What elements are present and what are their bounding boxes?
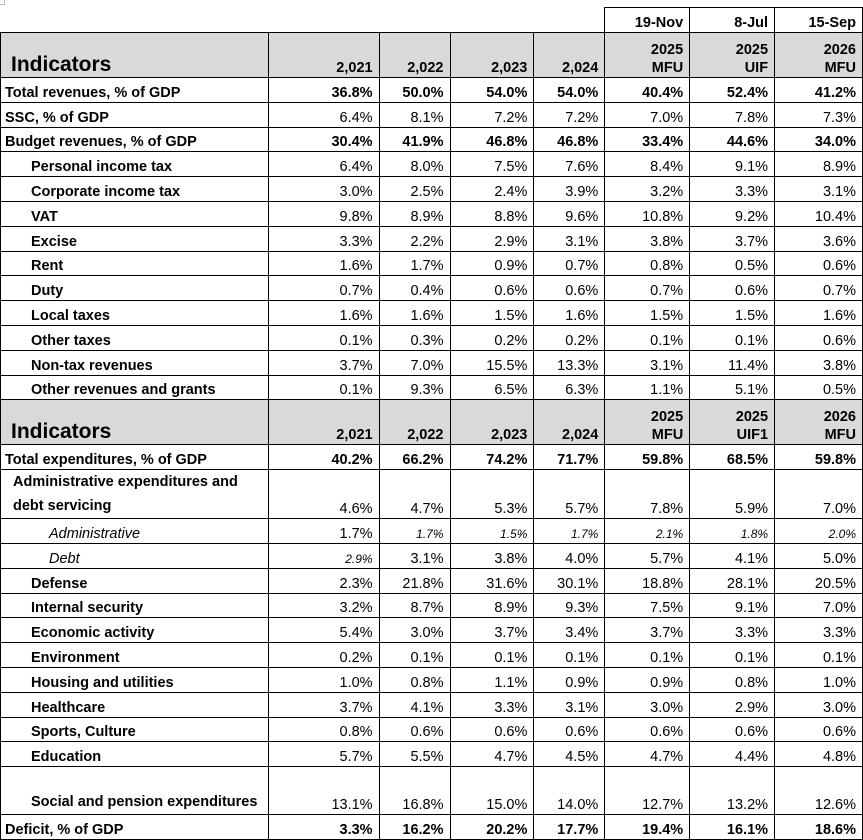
value-cell: 2.2%	[379, 226, 450, 251]
table-row	[1, 717, 863, 742]
table-row	[1, 815, 863, 840]
value-cell: 12.6%	[775, 767, 863, 815]
value-cell: 8.9%	[450, 593, 534, 618]
row-label: Total revenues, % of GDP	[1, 78, 269, 103]
value-cell: 3.6%	[775, 226, 863, 251]
table-row	[1, 643, 863, 668]
value-cell: 0.1%	[605, 643, 690, 668]
value-cell: 1.5%	[690, 301, 775, 326]
value-cell: 16.2%	[379, 815, 450, 840]
value-cell: 20.2%	[450, 815, 534, 840]
row-label: Local taxes	[1, 301, 269, 326]
row-label: Housing and utilities	[1, 667, 269, 692]
value-cell: 3.8%	[450, 543, 534, 568]
value-cell: 30.1%	[534, 568, 605, 593]
row-label: Deficit, % of GDP	[1, 815, 269, 840]
value-cell: 3.2%	[268, 593, 379, 618]
value-cell: 3.7%	[268, 692, 379, 717]
value-cell: 0.6%	[534, 276, 605, 301]
value-cell: 0.6%	[690, 276, 775, 301]
value-cell: 4.7%	[450, 742, 534, 767]
value-cell: 0.6%	[775, 325, 863, 350]
value-cell: 0.1%	[605, 325, 690, 350]
date-header: 8-Jul	[690, 8, 775, 33]
value-cell: 1.8%	[690, 519, 775, 544]
value-cell: 9.8%	[268, 201, 379, 226]
row-label: Administrative	[1, 519, 269, 544]
value-cell: 0.8%	[690, 667, 775, 692]
empty-cell	[534, 8, 605, 33]
cell-corner-marker	[0, 0, 5, 5]
value-cell: 2.0%	[775, 519, 863, 544]
value-cell: 11.4%	[690, 350, 775, 375]
value-cell: 2.9%	[450, 226, 534, 251]
column-header-line2: UIF1	[736, 427, 769, 444]
value-cell: 1.7%	[268, 519, 379, 544]
row-label: Education	[1, 742, 269, 767]
table-row	[1, 568, 863, 593]
value-cell: 0.1%	[379, 643, 450, 668]
value-cell: 9.1%	[690, 593, 775, 618]
value-cell: 4.6%	[268, 470, 379, 519]
value-cell: 12.7%	[605, 767, 690, 815]
value-cell: 13.2%	[690, 767, 775, 815]
table-row	[1, 667, 863, 692]
value-cell: 3.0%	[605, 692, 690, 717]
table-row	[1, 127, 863, 152]
value-cell: 4.1%	[379, 692, 450, 717]
value-cell: 7.8%	[690, 102, 775, 127]
value-cell: 1.6%	[268, 301, 379, 326]
value-cell: 8.4%	[605, 152, 690, 177]
value-cell: 15.0%	[450, 767, 534, 815]
value-cell: 9.3%	[379, 375, 450, 400]
value-cell: 7.0%	[605, 102, 690, 127]
value-cell: 28.1%	[690, 568, 775, 593]
table-row	[1, 251, 863, 276]
column-header	[379, 33, 450, 78]
column-header	[450, 400, 534, 445]
value-cell: 1.0%	[775, 667, 863, 692]
empty-cell	[1, 8, 269, 33]
value-cell: 3.2%	[605, 177, 690, 202]
date-header: 19-Nov	[605, 8, 690, 33]
value-cell: 18.6%	[775, 815, 863, 840]
value-cell: 17.7%	[534, 815, 605, 840]
value-cell: 31.6%	[450, 568, 534, 593]
value-cell: 3.8%	[775, 350, 863, 375]
column-header	[605, 33, 690, 78]
value-cell: 15.5%	[450, 350, 534, 375]
value-cell: 7.2%	[450, 102, 534, 127]
value-cell: 54.0%	[534, 78, 605, 103]
value-cell: 4.7%	[379, 470, 450, 519]
value-cell: 0.9%	[450, 251, 534, 276]
expenditure-header-row	[1, 400, 863, 445]
value-cell: 20.5%	[775, 568, 863, 593]
column-header-line2: 2,024	[562, 60, 599, 76]
value-cell: 0.9%	[534, 667, 605, 692]
column-header-line2: 2,021	[336, 60, 373, 76]
date-row	[1, 8, 863, 33]
table-row	[1, 226, 863, 251]
value-cell: 0.6%	[450, 717, 534, 742]
row-label: Personal income tax	[1, 152, 269, 177]
row-label: Defense	[1, 568, 269, 593]
column-header-line2: 2,022	[407, 427, 444, 444]
value-cell: 0.1%	[450, 643, 534, 668]
table-row	[1, 301, 863, 326]
value-cell: 14.0%	[534, 767, 605, 815]
row-label: Internal security	[1, 593, 269, 618]
value-cell: 40.4%	[605, 78, 690, 103]
row-label: Corporate income tax	[1, 177, 269, 202]
section-title: Indicators	[1, 400, 269, 445]
value-cell: 33.4%	[605, 127, 690, 152]
column-header	[690, 400, 775, 445]
value-cell: 10.8%	[605, 201, 690, 226]
value-cell: 8.7%	[379, 593, 450, 618]
row-label: SSC, % of GDP	[1, 102, 269, 127]
column-header-line2: UIF	[744, 60, 769, 76]
value-cell: 16.1%	[690, 815, 775, 840]
value-cell: 3.7%	[450, 618, 534, 643]
column-header-line1: 2025	[735, 42, 769, 58]
value-cell: 71.7%	[534, 445, 605, 470]
row-label: Economic activity	[1, 618, 269, 643]
value-cell: 7.0%	[775, 470, 863, 519]
empty-cell	[379, 8, 450, 33]
value-cell: 52.4%	[690, 78, 775, 103]
value-cell: 8.9%	[775, 152, 863, 177]
column-header-line2: MFU	[651, 427, 684, 444]
value-cell: 0.6%	[690, 717, 775, 742]
value-cell: 0.6%	[379, 717, 450, 742]
value-cell: 3.3%	[450, 692, 534, 717]
table-row	[1, 102, 863, 127]
value-cell: 1.6%	[775, 301, 863, 326]
value-cell: 30.4%	[268, 127, 379, 152]
value-cell: 0.7%	[775, 276, 863, 301]
value-cell: 3.1%	[534, 692, 605, 717]
value-cell: 0.5%	[690, 251, 775, 276]
value-cell: 5.9%	[690, 470, 775, 519]
date-header: 15-Sep	[775, 8, 863, 33]
value-cell: 2.9%	[268, 543, 379, 568]
value-cell: 1.6%	[534, 301, 605, 326]
row-label: Environment	[1, 643, 269, 668]
value-cell: 3.4%	[534, 618, 605, 643]
value-cell: 13.1%	[268, 767, 379, 815]
row-label: Non-tax revenues	[1, 350, 269, 375]
column-header	[450, 33, 534, 78]
value-cell: 0.1%	[775, 643, 863, 668]
value-cell: 9.2%	[690, 201, 775, 226]
row-label: Administrative expenditures and debt servicing	[1, 470, 269, 519]
value-cell: 4.8%	[775, 742, 863, 767]
value-cell: 5.5%	[379, 742, 450, 767]
value-cell: 6.3%	[534, 375, 605, 400]
row-label: Social and pension expenditures	[1, 767, 269, 815]
value-cell: 1.5%	[450, 301, 534, 326]
value-cell: 59.8%	[605, 445, 690, 470]
value-cell: 0.7%	[534, 251, 605, 276]
value-cell: 10.4%	[775, 201, 863, 226]
column-header-line1: 2025	[650, 42, 684, 58]
value-cell: 1.1%	[450, 667, 534, 692]
value-cell: 6.4%	[268, 102, 379, 127]
row-label: Other revenues and grants	[1, 375, 269, 400]
value-cell: 2.1%	[605, 519, 690, 544]
row-label: Budget revenues, % of GDP	[1, 127, 269, 152]
value-cell: 0.1%	[690, 643, 775, 668]
row-label: Sports, Culture	[1, 717, 269, 742]
value-cell: 1.6%	[379, 301, 450, 326]
value-cell: 2.9%	[690, 692, 775, 717]
value-cell: 0.4%	[379, 276, 450, 301]
value-cell: 0.7%	[605, 276, 690, 301]
table-row	[1, 325, 863, 350]
row-label: Rent	[1, 251, 269, 276]
value-cell: 0.2%	[534, 325, 605, 350]
value-cell: 66.2%	[379, 445, 450, 470]
table-row	[1, 742, 863, 767]
table-row	[1, 177, 863, 202]
row-label: Other taxes	[1, 325, 269, 350]
value-cell: 6.5%	[450, 375, 534, 400]
table-row	[1, 767, 863, 815]
row-label: VAT	[1, 201, 269, 226]
value-cell: 3.3%	[268, 226, 379, 251]
table-row	[1, 593, 863, 618]
column-header-line2: MFU	[824, 427, 856, 444]
row-label: Total expenditures, % of GDP	[1, 445, 269, 470]
table-row	[1, 375, 863, 400]
value-cell: 0.7%	[268, 276, 379, 301]
value-cell: 1.6%	[268, 251, 379, 276]
value-cell: 7.2%	[534, 102, 605, 127]
value-cell: 0.2%	[450, 325, 534, 350]
revenue-header-row	[1, 33, 863, 78]
column-header	[534, 400, 605, 445]
column-header	[268, 33, 379, 78]
value-cell: 7.5%	[450, 152, 534, 177]
row-label: Excise	[1, 226, 269, 251]
value-cell: 0.1%	[268, 325, 379, 350]
value-cell: 5.3%	[450, 470, 534, 519]
value-cell: 1.7%	[534, 519, 605, 544]
value-cell: 7.3%	[775, 102, 863, 127]
value-cell: 3.3%	[268, 815, 379, 840]
column-header-line2: 2,023	[491, 427, 528, 444]
column-header-line2: 2,022	[407, 60, 444, 76]
value-cell: 54.0%	[450, 78, 534, 103]
value-cell: 1.5%	[605, 301, 690, 326]
table-row	[1, 445, 863, 470]
value-cell: 46.8%	[450, 127, 534, 152]
value-cell: 41.9%	[379, 127, 450, 152]
value-cell: 21.8%	[379, 568, 450, 593]
column-header	[605, 400, 690, 445]
value-cell: 46.8%	[534, 127, 605, 152]
value-cell: 8.8%	[450, 201, 534, 226]
column-header	[379, 400, 450, 445]
value-cell: 44.6%	[690, 127, 775, 152]
value-cell: 3.3%	[690, 618, 775, 643]
value-cell: 9.6%	[534, 201, 605, 226]
value-cell: 3.0%	[775, 692, 863, 717]
column-header-line2: 2,024	[562, 427, 599, 444]
value-cell: 74.2%	[450, 445, 534, 470]
value-cell: 2.4%	[450, 177, 534, 202]
table-row	[1, 78, 863, 103]
value-cell: 5.0%	[775, 543, 863, 568]
table-row	[1, 201, 863, 226]
value-cell: 1.0%	[268, 667, 379, 692]
value-cell: 5.7%	[268, 742, 379, 767]
value-cell: 0.2%	[268, 643, 379, 668]
value-cell: 3.3%	[690, 177, 775, 202]
table-row	[1, 470, 863, 519]
value-cell: 1.1%	[605, 375, 690, 400]
value-cell: 0.6%	[775, 717, 863, 742]
value-cell: 16.8%	[379, 767, 450, 815]
value-cell: 3.0%	[268, 177, 379, 202]
row-label: Duty	[1, 276, 269, 301]
value-cell: 7.0%	[775, 593, 863, 618]
empty-cell	[450, 8, 534, 33]
table-row	[1, 350, 863, 375]
value-cell: 5.7%	[605, 543, 690, 568]
column-header-line1: 2025	[650, 409, 684, 426]
table-row	[1, 692, 863, 717]
value-cell: 3.0%	[379, 618, 450, 643]
column-header	[534, 33, 605, 78]
value-cell: 13.3%	[534, 350, 605, 375]
value-cell: 2.5%	[379, 177, 450, 202]
value-cell: 41.2%	[775, 78, 863, 103]
value-cell: 34.0%	[775, 127, 863, 152]
row-label: Debt	[1, 543, 269, 568]
value-cell: 50.0%	[379, 78, 450, 103]
value-cell: 3.1%	[775, 177, 863, 202]
value-cell: 6.4%	[268, 152, 379, 177]
value-cell: 5.4%	[268, 618, 379, 643]
value-cell: 0.9%	[605, 667, 690, 692]
value-cell: 5.1%	[690, 375, 775, 400]
table-row	[1, 543, 863, 568]
value-cell: 18.8%	[605, 568, 690, 593]
value-cell: 0.1%	[534, 643, 605, 668]
empty-cell	[268, 8, 379, 33]
value-cell: 9.3%	[534, 593, 605, 618]
value-cell: 8.9%	[379, 201, 450, 226]
value-cell: 68.5%	[690, 445, 775, 470]
table-row	[1, 618, 863, 643]
value-cell: 0.6%	[534, 717, 605, 742]
row-label: Healthcare	[1, 692, 269, 717]
column-header-line1: 2025	[735, 409, 769, 426]
column-header	[690, 33, 775, 78]
value-cell: 4.1%	[690, 543, 775, 568]
value-cell: 7.5%	[605, 593, 690, 618]
column-header	[775, 400, 863, 445]
column-header-line2: MFU	[651, 60, 684, 76]
column-header-line1: 2026	[823, 409, 856, 426]
value-cell: 0.6%	[775, 251, 863, 276]
value-cell: 3.1%	[534, 226, 605, 251]
table-row	[1, 519, 863, 544]
value-cell: 4.4%	[690, 742, 775, 767]
column-header-line2: 2,023	[491, 60, 528, 76]
value-cell: 3.8%	[605, 226, 690, 251]
value-cell: 4.7%	[605, 742, 690, 767]
value-cell: 3.7%	[605, 618, 690, 643]
value-cell: 0.1%	[268, 375, 379, 400]
value-cell: 9.1%	[690, 152, 775, 177]
value-cell: 0.6%	[450, 276, 534, 301]
value-cell: 3.1%	[605, 350, 690, 375]
value-cell: 3.7%	[690, 226, 775, 251]
value-cell: 2.3%	[268, 568, 379, 593]
value-cell: 59.8%	[775, 445, 863, 470]
value-cell: 36.8%	[268, 78, 379, 103]
value-cell: 8.0%	[379, 152, 450, 177]
value-cell: 3.9%	[534, 177, 605, 202]
value-cell: 8.1%	[379, 102, 450, 127]
value-cell: 0.3%	[379, 325, 450, 350]
column-header	[775, 33, 863, 78]
value-cell: 40.2%	[268, 445, 379, 470]
value-cell: 0.1%	[690, 325, 775, 350]
value-cell: 7.6%	[534, 152, 605, 177]
value-cell: 4.0%	[534, 543, 605, 568]
value-cell: 4.5%	[534, 742, 605, 767]
value-cell: 7.0%	[379, 350, 450, 375]
value-cell: 0.5%	[775, 375, 863, 400]
value-cell: 0.8%	[268, 717, 379, 742]
column-header-line2: MFU	[824, 60, 856, 76]
value-cell: 1.5%	[450, 519, 534, 544]
column-header-line1: 2026	[823, 42, 856, 58]
value-cell: 0.6%	[605, 717, 690, 742]
value-cell: 1.7%	[379, 251, 450, 276]
section-title: Indicators	[1, 33, 269, 78]
value-cell: 3.7%	[268, 350, 379, 375]
value-cell: 19.4%	[605, 815, 690, 840]
column-header-line2: 2,021	[336, 427, 373, 444]
value-cell: 0.8%	[379, 667, 450, 692]
value-cell: 3.1%	[379, 543, 450, 568]
fiscal-indicators-table	[0, 7, 863, 840]
value-cell: 5.7%	[534, 470, 605, 519]
value-cell: 0.8%	[605, 251, 690, 276]
value-cell: 7.8%	[605, 470, 690, 519]
value-cell: 1.7%	[379, 519, 450, 544]
value-cell: 3.3%	[775, 618, 863, 643]
table-row	[1, 276, 863, 301]
column-header	[268, 400, 379, 445]
table-row	[1, 152, 863, 177]
